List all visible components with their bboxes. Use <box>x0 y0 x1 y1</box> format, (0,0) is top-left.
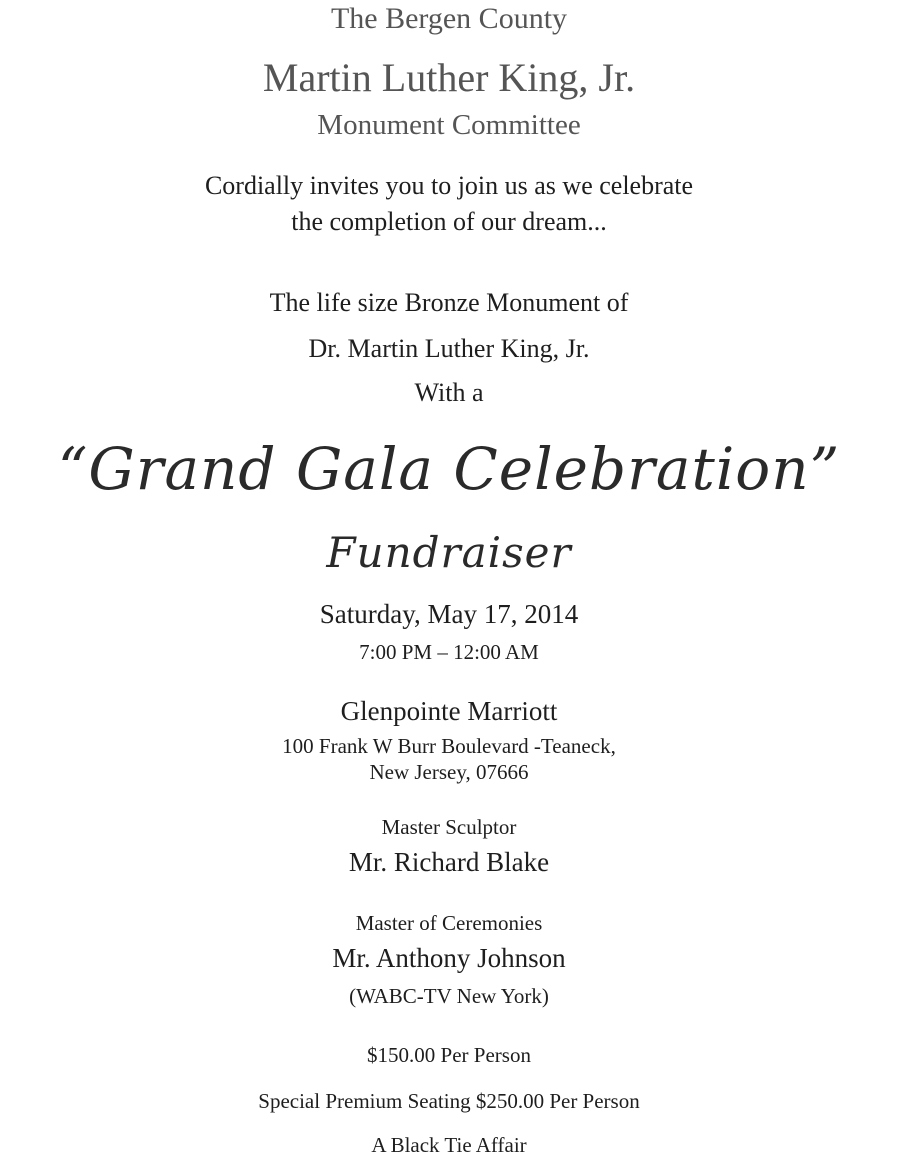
monument-line-2: Dr. Martin Luther King, Jr. <box>308 334 590 363</box>
committee-county: The Bergen County <box>330 2 568 35</box>
invitation-line-2: the completion of our dream... <box>291 207 607 236</box>
emcee-name: Mr. Anthony Johnson <box>332 943 566 973</box>
committee-title: Monument Committee <box>317 109 581 141</box>
venue-address-line-2: New Jersey, 07666 <box>369 760 529 784</box>
monument-line-1: The life size Bronze Monument of <box>269 288 629 317</box>
standard-price: $150.00 Per Person <box>367 1043 531 1067</box>
sculptor-role: Master Sculptor <box>381 815 517 839</box>
dress-code: A Black Tie Affair <box>371 1133 527 1157</box>
sculptor-name: Mr. Richard Blake <box>348 847 550 877</box>
event-date: Saturday, May 17, 2014 <box>319 599 579 629</box>
gala-title: “Grand Gala Celebration” <box>57 435 841 503</box>
premium-price: Special Premium Seating $250.00 Per Person <box>258 1089 640 1113</box>
monument-line-3: With a <box>414 378 484 407</box>
venue-name: Glenpointe Marriott <box>340 696 558 726</box>
venue-address-line-1: 100 Frank W Burr Boulevard -Teaneck, <box>282 734 616 758</box>
invitation-line-1: Cordially invites you to join us as we celebrate <box>204 171 694 200</box>
emcee-role: Master of Ceremonies <box>355 911 543 935</box>
emcee-affiliation: (WABC-TV New York) <box>349 984 549 1008</box>
event-time: 7:00 PM – 12:00 AM <box>359 640 539 664</box>
gala-subtitle: Fundraiser <box>326 528 572 577</box>
committee-name: Martin Luther King, Jr. <box>262 55 636 100</box>
